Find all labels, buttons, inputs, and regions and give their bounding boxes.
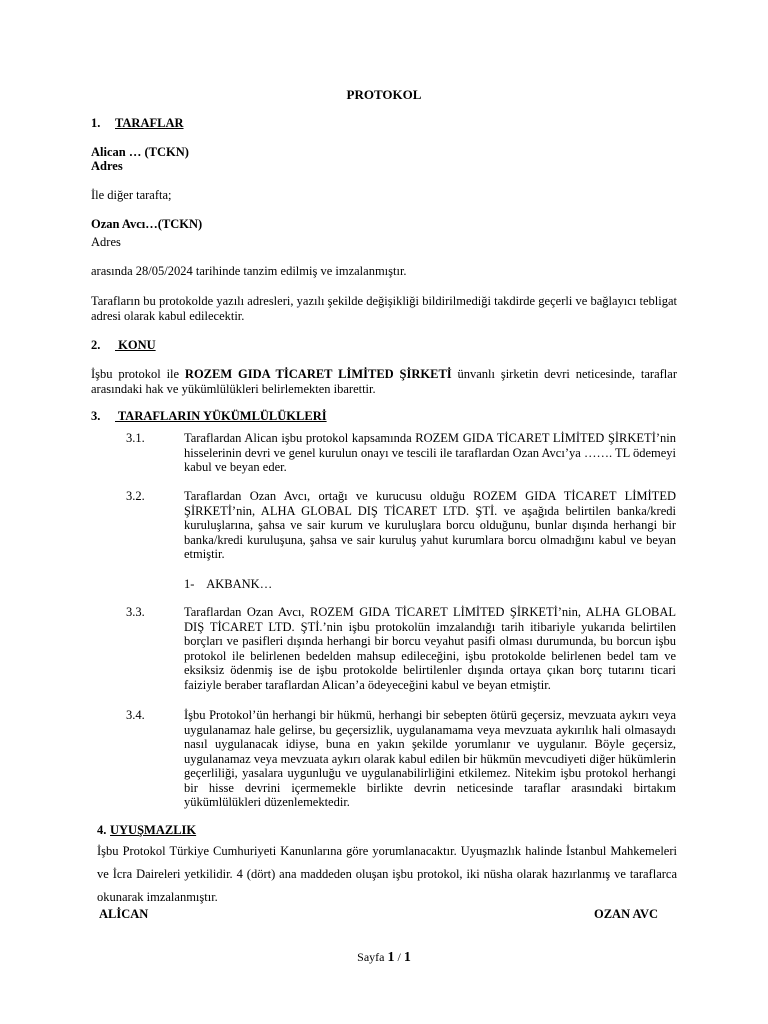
page-footer [0,950,768,966]
section-2-paragraph [91,367,677,396]
section-3-number: 3. [91,409,101,423]
section-4-heading: UYUŞMAZLIK [110,823,197,837]
item-3-2-text: Taraflardan Ozan Avcı, ortağı ve kurucusu olduğu ROZEM GIDA TİCARET LİMİTED ŞİRKETİ’nin, ALHA GLOBAL DIŞ TİCARET LTD. ŞTİ. ve aşağıda belirtilen banka/kredi kuruluşlarına, şahsa ve sair kurum ve kuruluşlara borcu olduğunu, bunlar dışında herhangi bir banka/kredi kuruluşuna, şahsa ve sair kuruluş yahut kurumlara borcu olmadığını kabul ve beyan etmiştir. [184,489,676,561]
footer-label: Sayfa [357,950,385,964]
item-3-1-text: Taraflardan Alican işbu protokol kapsamında ROZEM GIDA TİCARET LİMİTED ŞİRKETİ’nin hisselerinin devri ve genel kurulun onayı ve tescili ile taraflardan Ozan Avcı’ya ……. TL ödemeyi kabul ve beyan eder. [184,431,676,474]
party-1-name: Alican … (TCKN) [91,145,189,159]
bank-list-item: 1- AKBANK… [184,577,273,591]
section-2-text-after: ünvanlı şirketin devri neticesinde, taraflar arasındaki hak ve yükümlülükleri belirlemekten ibarettir. [91,367,677,396]
item-3-4-number: 3.4. [126,708,145,722]
section-2-text-before: İşbu protokol ile [91,367,185,381]
section-4-paragraph: İşbu Protokol Türkiye Cumhuriyeti Kanunlarına göre yorumlanacaktır. Uyuşmazlık halinde İstanbul Mahkemeleri ve İcra Daireleri yetkilidir. 4 (dört) ana maddeden oluşan işbu protokol, iki nüsha olarak hazırlanmış ve taraflarca okunarak imzalanmıştır. [97,844,677,904]
section-1-heading: TARAFLAR [115,116,184,130]
footer-total-pages: 1 [403,950,411,965]
date-line: arasında 28/05/2024 tarihinde tanzim edilmiş ve imzalanmıştır. [91,264,407,278]
item-3-3-number: 3.3. [126,605,145,619]
item-3-3-text: Taraflardan Ozan Avcı, ROZEM GIDA TİCARET LİMİTED ŞİRKETİ’nin, ALHA GLOBAL DIŞ TİCARET LTD. ŞTİ.’nin işbu protokolün imzalandığı tarih itibariyle yukarıda belirtilen borçları ve pasifleri dışında herhangi bir borcu veyahut pasifi olması durumunda, bu borcun işbu protokol ile belirlenen bedelden mahsup edileceğini, işbu protokolde belirlenen bedel tam ve eksiksiz ödenmiş ise de işbu protokolde belirtilenler dışında ortaya çıkan borç tutarını ticari faiziyle beraber taraflardan Alican’a ödeyeceğini kabul ve beyan etmiştir. [184,605,676,692]
section-1-number: 1. [91,116,101,130]
section-2-number: 2. [91,338,101,352]
signature-left: ALİCAN [99,907,149,921]
item-3-1-number: 3.1. [126,431,145,445]
section-4-number: 4. [97,823,107,837]
party-2-address: Adres [91,235,121,249]
signature-right: OZAN AVC [594,907,659,921]
footer-separator: / [397,950,401,964]
section-2-heading: KONU [115,338,156,352]
party-2-name: Ozan Avcı…(TCKN) [91,217,203,231]
item-3-2-number: 3.2. [126,489,145,503]
party-connector: İle diğer tarafta; [91,188,172,202]
section-3-heading: TARAFLARIN YÜKÜMLÜLÜKLERİ [115,409,327,423]
item-3-4-text: İşbu Protokol’ün herhangi bir hükmü, herhangi bir sebepten ötürü geçersiz, mevzuata aykırı veya uygulanamaz hale gelirse, bu geçersizlik, uygulanamama veya mevzuata aykırılık hali olmasaydı nasıl uygulanacak idiyse, buna en yakın şekilde yorumlanır ve uygulanır. Böyle geçersiz, uygulanamaz veya mevzuata aykırı olarak kabul edilen bir hükmün mevcudiyeti diğer hükümlerin geçerliliği, yasalara uygunluğu ve uygulanabilirliğini etkilemez. Nitekim işbu protokol herhangi bir hisse devrini içermemekle birlikte devrin neticesinde taraflar arasındaki birtakım yükümlülükleri düzenlemektedir. [184,708,676,809]
notice-paragraph: Tarafların bu protokolde yazılı adresleri, yazılı şekilde değişikliği bildirilmediği takdirde geçerli ve bağlayıcı tebligat adresi olarak kabul edilecektir. [91,294,677,323]
company-name: ROZEM GIDA TİCARET LİMİTED ŞİRKETİ [184,367,452,381]
document-title: PROTOKOL [346,87,422,102]
party-1-address: Adres [91,159,123,173]
footer-current-page: 1 [387,950,395,965]
